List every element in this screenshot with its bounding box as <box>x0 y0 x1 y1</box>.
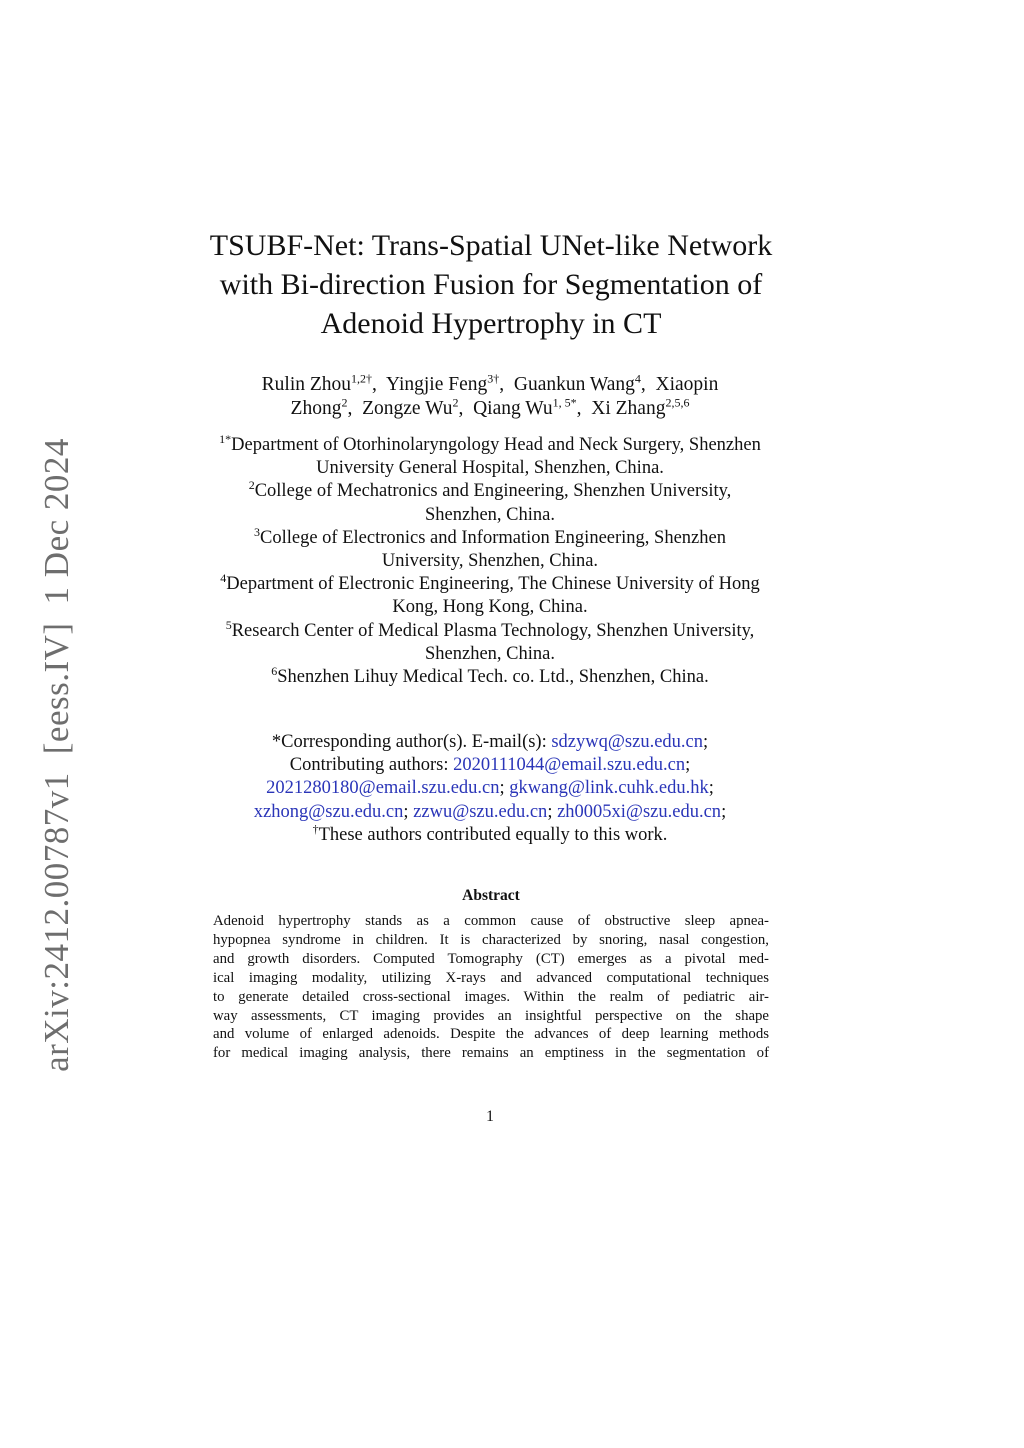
abstract-line: hypopnea syndrome in children. It is characterized by snoring, nasal congestion, <box>213 931 769 948</box>
abstract-line: and growth disorders. Computed Tomography (CT) emerges as a pivotal med- <box>213 950 769 967</box>
author-name: Guankun Wang <box>513 374 635 395</box>
author-line: Rulin Zhou$^{1,2\dagger}$, Yingjie Feng$^{3\dagger}$, Guankun Wang$^4$, Xiaopin <box>261 371 719 395</box>
separator: ; <box>547 801 553 822</box>
affiliation-text: Shenzhen Lihuy Medical Tech. co. Ltd., Shenzhen, China. <box>277 667 709 688</box>
affiliation-marker: 2 <box>248 478 255 493</box>
abstract-line: to generate detailed cross-sectional images. Within the realm of pediatric air- <box>213 988 769 1005</box>
author-name: Zongze Wu <box>362 398 453 419</box>
separator: ; <box>708 778 714 799</box>
author-name-part: Xiaopin <box>655 374 719 395</box>
author-name: Rulin Zhou <box>261 374 352 395</box>
arxiv-side-identifier <box>37 429 77 1081</box>
contributing-authors-line <box>180 754 800 777</box>
affiliation-line <box>180 617 800 643</box>
title-line: Adenoid Hypertrophy in CT <box>320 307 662 340</box>
page-number: 1 <box>486 1108 494 1125</box>
affiliation-line <box>180 663 800 689</box>
dagger-marker: † <box>312 821 319 836</box>
affiliation-marker: 3 <box>254 524 261 539</box>
contributing-label: Contributing authors: <box>289 755 454 776</box>
author-affil-marker: 2 <box>341 395 348 410</box>
affiliation-line <box>180 431 800 457</box>
corresponding-email-link[interactable]: sdzywq@szu.edu.cn <box>551 732 703 752</box>
abstract-line: and volume of enlarged adenoids. Despite the advances of deep learning methods <box>213 1026 769 1043</box>
author-name: Qiang Wu <box>473 398 553 419</box>
affiliation-line: Shenzhen, China. <box>425 643 555 664</box>
separator: ; <box>499 778 505 799</box>
equal-contribution-text: These authors contributed equally to this work. <box>318 824 668 845</box>
affiliation-marker: 6 <box>271 663 278 678</box>
affiliation-text: College of Mechatronics and Engineering, Shenzhen University, <box>254 481 732 502</box>
affiliation-line <box>180 480 800 503</box>
email-link[interactable]: gkwang@link.cuhk.edu.hk <box>509 778 709 799</box>
affiliation-text: Department of Electronic Engineering, The Chinese University of Hong <box>226 574 760 595</box>
arxiv-id: arXiv:2412.00787v1 <box>37 772 76 1072</box>
author-affil-marker: 3† <box>487 371 500 386</box>
arxiv-date: 1 Dec 2024 <box>37 438 76 605</box>
affiliation-list <box>180 431 800 689</box>
affiliation-marker: 5 <box>225 617 232 632</box>
separator: ; <box>685 755 691 776</box>
email-link[interactable]: zzwu@szu.edu.cn <box>413 801 548 822</box>
affiliation-line: University General Hospital, Shenzhen, China. <box>316 458 664 479</box>
equal-contribution-note <box>180 821 800 847</box>
affiliation-text: Research Center of Medical Plasma Technology, Shenzhen University, <box>231 620 755 641</box>
author-line: Zhong$^2$, Zongze Wu$^2$, Qiang $Wu^{1, 5*}$, Xi Zhang$^{2,5,6}$ <box>290 395 690 419</box>
author-affil-marker: 1, 5* <box>552 395 577 410</box>
affiliation-text: College of Electronics and Information Engineering, Shenzhen <box>260 527 726 548</box>
title-line: with Bi-direction Fusion for Segmentation of <box>219 268 763 301</box>
abstract-line: Adenoid hypertrophy stands as a common cause of obstructive sleep apnea- <box>213 913 769 929</box>
correspondence-block <box>180 731 800 847</box>
email-link[interactable]: 2020111044@email.szu.edu.cn <box>453 755 686 776</box>
separator: ; <box>703 732 709 752</box>
abstract-body <box>213 912 769 1063</box>
abstract-heading: Abstract <box>462 887 520 904</box>
affiliation-marker: 1* <box>219 431 232 446</box>
corresponding-author-line <box>180 731 800 754</box>
author-name-part: Zhong <box>290 398 342 419</box>
separator: ; <box>403 801 409 822</box>
email-link[interactable]: zh0005xi@szu.edu.cn <box>557 801 722 822</box>
email-line <box>180 777 800 800</box>
affiliation-line: Shenzhen, China. <box>425 504 555 525</box>
abstract-line: for medical imaging analysis, there remains an emptiness in the segmentation of <box>213 1045 769 1062</box>
author-affil-marker: 2 <box>452 395 459 410</box>
affiliation-line <box>180 524 800 550</box>
affiliation-line: Kong, Hong Kong, China. <box>392 597 588 618</box>
arxiv-category: [eess.IV] <box>37 622 76 755</box>
author-affil-marker: 2,5,6 <box>665 395 690 410</box>
email-link[interactable]: xzhong@szu.edu.cn <box>253 801 404 822</box>
author-list <box>180 373 800 421</box>
paper-title <box>170 226 812 343</box>
corresponding-label: *Corresponding author(s). E-mail(s): <box>271 732 552 752</box>
affiliation-line: University, Shenzhen, China. <box>381 551 599 572</box>
affiliation-text: Department of Otorhinolaryngology Head and Neck Surgery, Shenzhen <box>231 435 761 455</box>
author-affil-marker: 4 <box>634 371 641 386</box>
author-affil-marker: 1,2† <box>351 371 373 386</box>
author-name: Xi Zhang <box>591 398 666 419</box>
abstract-line: way assessments, CT imaging provides an insightful perspective on the shape <box>213 1007 769 1024</box>
separator: ; <box>721 801 727 822</box>
author-name: Yingjie Feng <box>385 374 488 395</box>
abstract-line: ical imaging modality, utilizing X-rays and advanced computational techniques <box>213 969 769 986</box>
email-line <box>180 801 800 824</box>
affiliation-marker: 4 <box>220 571 227 586</box>
email-link[interactable]: 2021280180@email.szu.edu.cn <box>266 778 500 799</box>
affiliation-line <box>180 573 800 596</box>
title-line: TSUBF-Net: Trans-Spatial UNet-like Network <box>209 229 773 262</box>
